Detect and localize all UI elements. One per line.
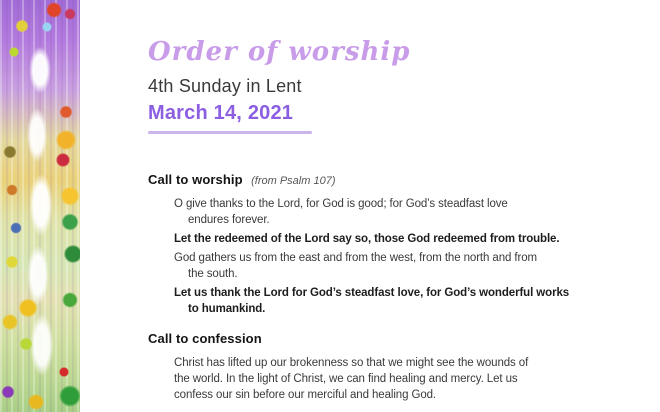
section-header xyxy=(148,330,583,348)
liturgy-item-response xyxy=(148,285,583,317)
liturgy-line: Let us thank the Lord for God’s steadfast love, for God’s wonderful works xyxy=(174,287,570,299)
page-title-script: Order of worship xyxy=(148,37,411,67)
liturgy-line: to humankind. xyxy=(188,303,266,315)
liturgy-line: the south. xyxy=(188,268,238,280)
paragraph-line: confess our sin before our merciful and healing God. xyxy=(174,389,437,401)
confession-paragraph xyxy=(148,355,583,403)
liturgy-line: O give thanks to the Lord, for God is good; for God’s steadfast love xyxy=(174,198,508,210)
section-heading: Call to confession xyxy=(148,331,262,346)
paragraph-line: the world. In the light of Christ, we can find healing and mercy. Let us xyxy=(174,373,518,385)
divider-rule xyxy=(148,131,312,134)
section-heading: Call to worship xyxy=(148,172,243,187)
paragraph-line: Christ has lifted up our brokenness so that we might see the wounds of xyxy=(174,357,529,369)
liturgy-item-response xyxy=(148,231,583,247)
section-call-to-confession xyxy=(148,330,583,403)
section-scripture-note: (from Psalm 107) xyxy=(251,175,336,187)
liturgy-line: endures forever. xyxy=(188,214,270,226)
liturgy-line: God gathers us from the east and from the west, from the north and from xyxy=(174,252,537,264)
section-header xyxy=(148,171,583,189)
liturgy-item xyxy=(148,196,583,228)
liturgy-line: Let the redeemed of the Lord say so, those God redeemed from trouble. xyxy=(174,233,560,245)
page-subtitle: 4th Sunday in Lent xyxy=(148,76,302,96)
page-date: March 14, 2021 xyxy=(148,102,294,124)
liturgy-item xyxy=(148,250,583,282)
section-call-to-worship xyxy=(148,171,583,320)
cover-artwork xyxy=(0,0,80,412)
